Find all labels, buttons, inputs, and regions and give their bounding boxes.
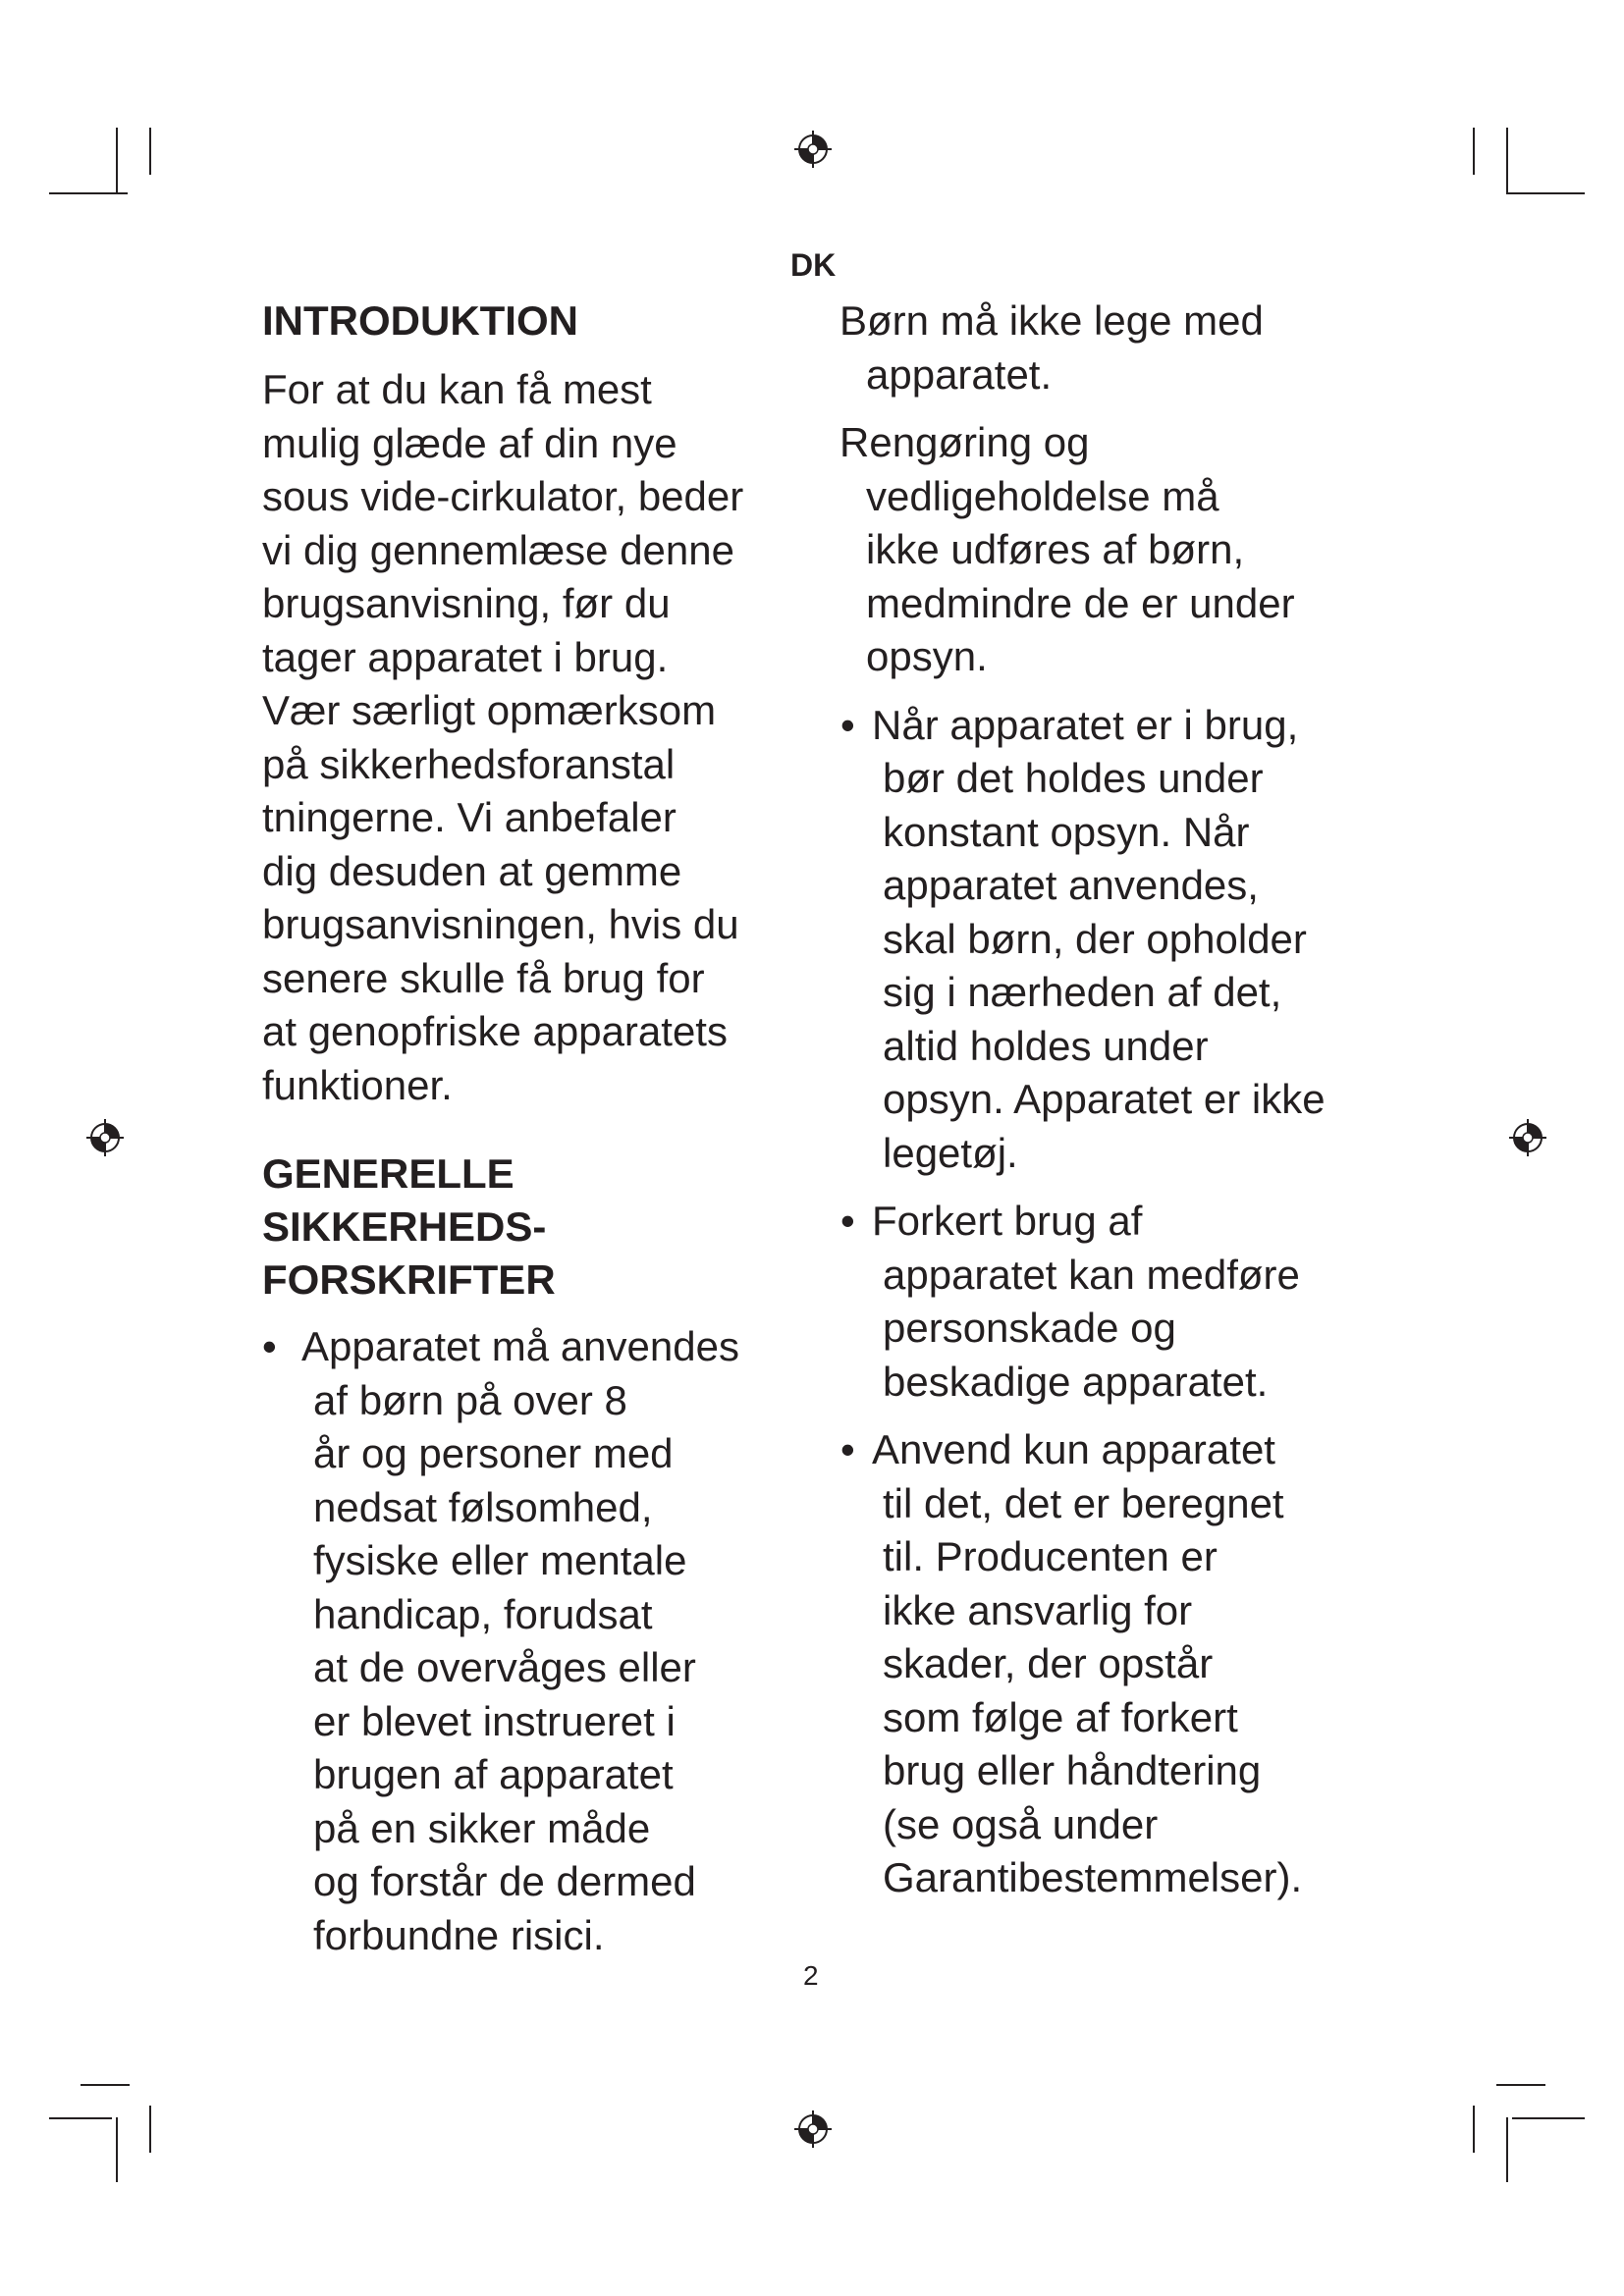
crop-mark <box>1473 2106 1475 2153</box>
registration-mark-icon <box>792 129 834 170</box>
crop-mark <box>116 128 118 192</box>
text-line: tningerne. Vi anbefaler <box>262 794 677 840</box>
text-line: vedligeholdelse må <box>866 472 1219 519</box>
text-line: tager apparatet i brug. <box>262 633 669 680</box>
text-line: dig desuden at gemme <box>262 847 682 894</box>
bullet-icon: • <box>840 1198 855 1244</box>
text-line: apparatet anvendes, <box>883 862 1259 908</box>
text-line: skal børn, der opholder <box>883 915 1307 962</box>
text-line: ikke ansvarlig for <box>883 1586 1193 1633</box>
crop-mark <box>1473 128 1475 175</box>
text-line: bør det holdes under <box>883 755 1264 801</box>
text-line: og forstår de dermed <box>313 1858 696 1904</box>
text-line: at de overvåges eller <box>313 1644 696 1690</box>
crop-mark <box>1506 192 1585 194</box>
text-line: til. Producenten er <box>883 1533 1218 1579</box>
text-line: brugsanvisningen, hvis du <box>262 901 739 947</box>
text-line: apparatet. <box>866 350 1053 398</box>
text-line: beskadige apparatet. <box>883 1358 1269 1405</box>
text-line: handicap, forudsat <box>313 1590 653 1637</box>
text-line: vi dig gennemlæse denne <box>262 526 734 573</box>
text-line: For at du kan få mest <box>262 366 652 412</box>
text-fragment: Når apparatet er i brug, <box>872 701 1299 748</box>
safety-heading <box>262 1148 812 1307</box>
text-line: ikke udføres af børn, <box>866 526 1245 572</box>
text-line: er blevet instrueret i <box>313 1697 676 1744</box>
text-line: på en sikker måde <box>313 1804 651 1851</box>
text-line: Apparatet må anvendes <box>301 1323 739 1369</box>
bullet-icon: • <box>840 1426 855 1472</box>
text-fragment: Forkert brug af <box>872 1198 1143 1244</box>
text-line: brug eller håndtering <box>883 1747 1262 1793</box>
text-line: funktioner. <box>262 1061 453 1108</box>
text-line: Rengøring og <box>839 419 1090 465</box>
text-line: forbundne risici. <box>313 1911 605 1958</box>
text-line: senere skulle få brug for <box>262 954 705 1001</box>
text-line: nedsat følsomhed, <box>313 1483 653 1530</box>
registration-mark-icon <box>792 2109 834 2150</box>
text-line: på sikkerhedsforanstal <box>262 740 676 787</box>
text-line: sous vide-cirkulator, beder <box>262 473 744 519</box>
introduction-heading: INTRODUKTION <box>262 297 578 344</box>
text-line <box>839 699 1389 753</box>
text-line: at genopfriske apparatets <box>262 1008 728 1054</box>
crop-mark <box>81 2084 130 2086</box>
registration-mark-icon <box>84 1117 126 1158</box>
list-item-text <box>301 1320 812 1962</box>
text-line: brugen af apparatet <box>313 1751 674 1797</box>
text-line: konstant opsyn. Når <box>883 808 1250 855</box>
text-line: altid holdes under <box>883 1022 1209 1069</box>
text-fragment: Anvend kun apparatet <box>872 1426 1275 1472</box>
text-line: (se også under <box>883 1800 1159 1847</box>
list-item <box>839 1423 1389 1905</box>
text-line: Børn må ikke lege med <box>839 297 1264 344</box>
text-line: år og personer med <box>313 1430 674 1476</box>
heading-line: SIKKERHEDS- <box>262 1203 547 1250</box>
crop-mark <box>49 192 128 194</box>
text-line: brugsanvisning, før du <box>262 580 671 626</box>
text-line: medmindre de er under <box>866 579 1295 626</box>
text-line: sig i nærheden af det, <box>883 969 1282 1015</box>
text-line: legetøj. <box>883 1129 1018 1176</box>
crop-mark <box>149 2106 151 2153</box>
crop-mark <box>1506 2117 1508 2182</box>
page-number: 2 <box>803 1960 819 1991</box>
text-line: til det, det er beregnet <box>883 1479 1284 1526</box>
list-item <box>839 1195 1389 1409</box>
crop-mark <box>1496 2084 1545 2086</box>
text-line: opsyn. Apparatet er ikke <box>883 1076 1326 1122</box>
list-item <box>262 1320 812 1962</box>
heading-line: GENERELLE <box>262 1150 514 1197</box>
continuation-paragraph <box>839 416 1389 684</box>
crop-mark <box>116 2117 118 2182</box>
text-line: apparatet kan medføre <box>883 1251 1300 1298</box>
text-line <box>839 1195 1389 1249</box>
bullet-icon: • <box>840 701 855 748</box>
text-line: fysiske eller mentale <box>313 1537 687 1583</box>
text-line: skader, der opstår <box>883 1640 1214 1686</box>
text-line: af børn på over 8 <box>313 1376 627 1423</box>
text-line: som følge af forkert <box>883 1693 1238 1740</box>
crop-mark <box>49 2117 112 2119</box>
list-item <box>839 699 1389 1181</box>
crop-mark <box>1506 128 1508 192</box>
introduction-paragraph <box>262 363 812 1112</box>
text-line: personskade og <box>883 1305 1176 1351</box>
text-line: opsyn. <box>866 633 988 679</box>
bullet-icon: • <box>262 1323 277 1369</box>
text-line: Garantibestemmelser). <box>883 1854 1303 1900</box>
heading-line: FORSKRIFTER <box>262 1256 556 1303</box>
text-line: mulig glæde af din nye <box>262 419 677 466</box>
crop-mark <box>149 128 151 175</box>
registration-mark-icon <box>1507 1117 1548 1158</box>
right-column <box>839 294 1389 1920</box>
language-code: DK <box>790 247 837 283</box>
continuation-paragraph <box>839 294 1389 401</box>
text-line: Vær særligt opmærksom <box>262 687 717 733</box>
left-column <box>262 294 812 1962</box>
text-line <box>839 1423 1389 1477</box>
crop-mark <box>1512 2117 1585 2119</box>
